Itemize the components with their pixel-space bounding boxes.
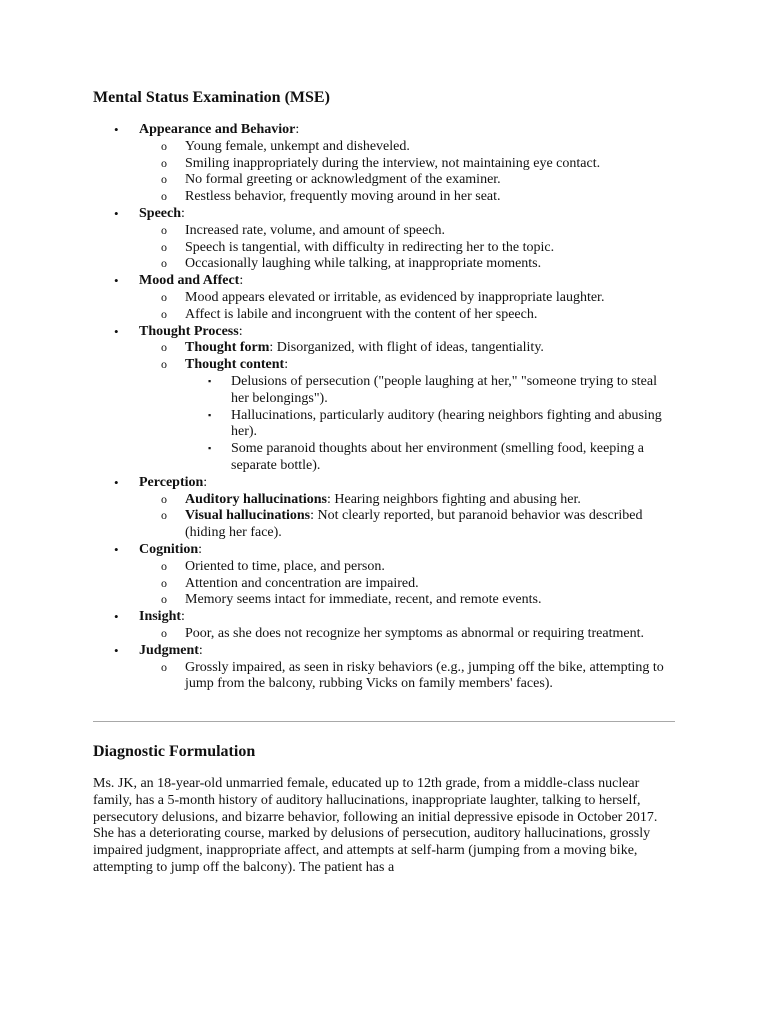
- mse-item-label: Thought form: [185, 340, 270, 356]
- mse-item-list: [139, 626, 675, 643]
- mse-item-list: [139, 139, 675, 206]
- mse-section-label: Cognition: [139, 541, 199, 557]
- mse-item: [139, 189, 675, 206]
- mse-section-label: Judgment: [139, 642, 199, 658]
- mse-item-list: [139, 290, 675, 324]
- mse-item: [139, 256, 675, 273]
- mse-section: • Perception: o Auditory hallucinations: Hearing neighbors fighting and abusing her. o Visual hallucinations: Not clearly reported, but paranoid behavior was described (hiding her face).: [93, 475, 675, 542]
- mse-item: [139, 223, 675, 240]
- mse-item: [139, 576, 675, 593]
- mse-item: o Thought form: Disorganized, with flight of ideas, tangentiality.: [139, 340, 675, 357]
- mse-item-text: Restless behavior, frequently moving around in her seat.: [185, 189, 501, 205]
- mse-section-label: Appearance and Behavior: [139, 122, 296, 137]
- mse-item: [139, 156, 675, 173]
- document-page: [93, 88, 675, 877]
- mse-item-text: Affect is labile and incongruent with the content of her speech.: [185, 306, 538, 322]
- mse-section-list: [93, 122, 675, 693]
- mse-section: • Insight: o Poor, as she does not recognize her symptoms as abnormal or requiring treatment.: [93, 609, 675, 643]
- mse-item-label: Visual hallucinations: [185, 508, 311, 524]
- mse-item-text: Mood appears elevated or irritable, as evidenced by inappropriate laughter.: [185, 289, 605, 305]
- mse-section-label: Insight: [139, 609, 182, 625]
- mse-item: [139, 660, 675, 694]
- section-divider: [93, 721, 675, 722]
- mse-item-text: Speech is tangential, with difficulty in redirecting her to the topic.: [185, 239, 555, 255]
- mse-item: [139, 172, 675, 189]
- mse-section-label: Perception: [139, 474, 204, 490]
- mse-section: • Speech: o Increased rate, volume, and amount of speech. o Speech is tangential, with difficulty in redirecting her to the topic. o Occasionally laughing while talking, at inappropriate moments.: [93, 206, 675, 273]
- mse-item-text: No formal greeting or acknowledgment of the examiner.: [185, 172, 501, 188]
- mse-item: [139, 139, 675, 156]
- mse-item-text: Not clearly reported, but paranoid behavior was described (hiding her face).: [185, 508, 643, 541]
- mse-section: • Appearance and Behavior: o Young female, unkempt and disheveled. o Smiling inappropriately during the interview, not maintaining eye contact. o No formal greeting or acknowledgment of the examiner. o Restless behavior, frequently moving around in her seat.: [93, 122, 675, 206]
- mse-item: [139, 290, 675, 307]
- mse-item-list: [139, 492, 675, 542]
- mse-item: [139, 592, 675, 609]
- mse-subitem: ▪ Some paranoid thoughts about her environment (smelling food, keeping a separate bottle).: [185, 441, 675, 475]
- diagnostic-formulation-paragraph: Ms. JK, an 18-year-old unmarried female, educated up to 12th grade, from a middle-class nuclear family, has a 5-month history of auditory hallucinations, inappropriate laughter, talking to herself, persecutory delusions, and bizarre behavior, following an initial depressive episode in October 2017. She has a deteriorating course, marked by delusions of persecution, auditory hallucinations, grossly impaired judgment, inappropriate affect, and attempts at self-harm (jumping from a moving bike, attempting to jump off the balcony). The patient has a: [93, 776, 658, 876]
- mse-item-text: Smiling inappropriately during the interview, not maintaining eye contact.: [185, 155, 601, 171]
- mse-item-text: Young female, unkempt and disheveled.: [185, 138, 410, 154]
- mse-item-label: Thought content: [185, 357, 285, 373]
- mse-subitem: ▪ Hallucinations, particularly auditory (hearing neighbors fighting and abusing her).: [185, 408, 675, 442]
- mse-subitem-list: [185, 374, 675, 475]
- mse-section-label: Mood and Affect: [139, 273, 240, 289]
- mse-item-list: [139, 340, 675, 474]
- mse-item-list: [139, 223, 675, 273]
- mse-section: • Judgment: o Grossly impaired, as seen in risky behaviors (e.g., jumping off the bike, attempting to jump from the balcony, rubbing Vicks on family members' faces).: [93, 643, 675, 693]
- mse-item: [139, 626, 675, 643]
- mse-section: • Cognition: o Oriented to time, place, and person. o Attention and concentration are impaired. o Memory seems intact for immediate, recent, and remote events.: [93, 542, 675, 609]
- mse-item-label: Auditory hallucinations: [185, 491, 327, 507]
- mse-item-text: Increased rate, volume, and amount of speech.: [185, 222, 446, 238]
- mse-item-list: [139, 660, 675, 694]
- mse-item-text: Attention and concentration are impaired.: [185, 575, 419, 591]
- mse-item-text: Oriented to time, place, and person.: [185, 558, 385, 574]
- diagnostic-formulation-heading: Diagnostic Formulation: [93, 743, 256, 761]
- mse-item-text: Poor, as she does not recognize her symptoms as abnormal or requiring treatment.: [185, 625, 644, 641]
- mse-section-label: Thought Process: [139, 323, 239, 339]
- mse-item-text: Grossly impaired, as seen in risky behaviors (e.g., jumping off the bike, attempting to jump from the balcony, rubbing Vicks on family members' faces).: [185, 659, 664, 692]
- mse-item-text: Disorganized, with flight of ideas, tangentiality.: [276, 340, 544, 356]
- mse-item-text: Occasionally laughing while talking, at inappropriate moments.: [185, 256, 542, 272]
- mse-section-label: Speech: [139, 205, 181, 221]
- mse-item-text: Hearing neighbors fighting and abusing her.: [334, 491, 581, 507]
- mse-item: [139, 307, 675, 324]
- mse-item-text: Memory seems intact for immediate, recent, and remote events.: [185, 592, 542, 608]
- mse-item: [139, 559, 675, 576]
- mse-section: • Thought Process: o Thought form: Disorganized, with flight of ideas, tangentiality. o Thought content: ▪ Delusions of persecution ("people laughing at her," "someone trying to steal her belongings"). ▪ Hallucinations, particularly auditory (hearing neighbors fighting and abusing her). ▪ Some paranoid thoughts about her environment (smelling food, keeping a separate bottle).: [93, 324, 675, 475]
- mse-item: o Thought content: ▪ Delusions of persecution ("people laughing at her," "someone trying to steal her belongings"). ▪ Hallucinations, particularly auditory (hearing neighbors fighting and abusing her). ▪ Some paranoid thoughts about her environment (smelling food, keeping a separate bottle).: [139, 357, 675, 475]
- mse-section: • Mood and Affect: o Mood appears elevated or irritable, as evidenced by inappropriate laughter. o Affect is labile and incongruent with the content of her speech.: [93, 273, 675, 323]
- mse-heading: Mental Status Examination (MSE): [93, 89, 330, 106]
- mse-subitem: ▪ Delusions of persecution ("people laughing at her," "someone trying to steal her belongings").: [185, 374, 675, 408]
- mse-item: o Auditory hallucinations: Hearing neighbors fighting and abusing her.: [139, 492, 675, 509]
- mse-item-list: [139, 559, 675, 609]
- mse-item: [139, 240, 675, 257]
- mse-item: o Visual hallucinations: Not clearly reported, but paranoid behavior was described (hiding her face).: [139, 508, 675, 542]
